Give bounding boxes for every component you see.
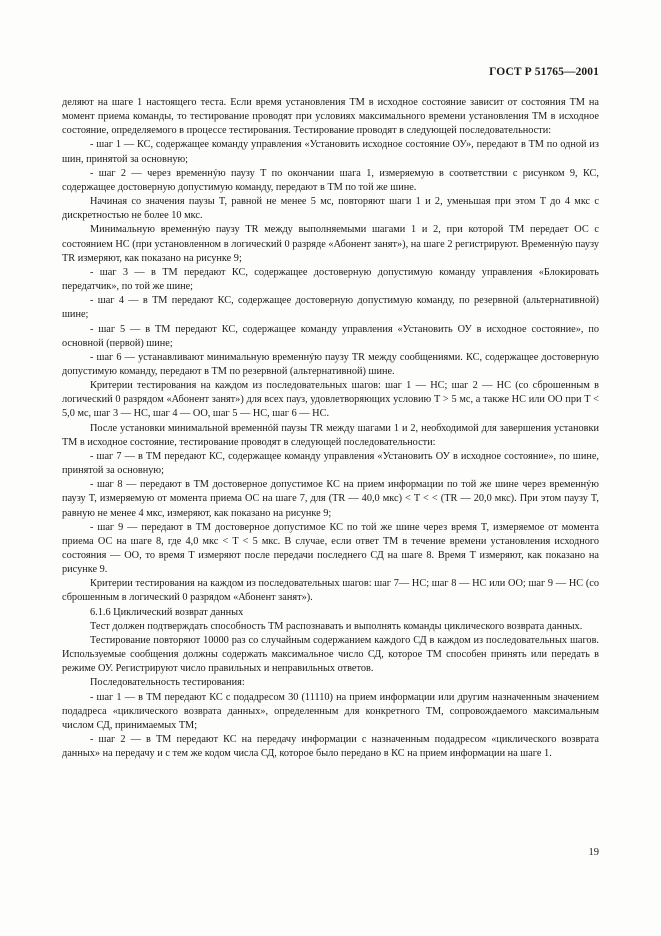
paragraph: деляют на шаге 1 настоящего теста. Если время установления ТМ в исходное состояние зависит от состояния ТМ на момент приема команды, то тестирование проводят при условиях максимального времени установления ТМ в исходное состояние, определяемого в процессе тестирования. Тестирование проводят в следующей последовательности: bbox=[62, 97, 599, 137]
body-text bbox=[62, 96, 599, 761]
paragraph: Минимальную временнýю паузу TR между выполняемыми шагами 1 и 2, при которой ТМ передает ОС с состоянием НС (при установленном в логический 0 разряде «Абонент занят»), на шаге 2 регистрируют. Временнýю паузу TR измеряют, как показано на рисунке 9; bbox=[62, 224, 599, 264]
paragraph: Критерии тестирования на каждом из последовательных шагов: шаг 1 — НС; шаг 2 — НС (со сброшенным в логический 0 разрядом «Абонент занят») для всех пауз, удовлетворяющих условию T > 5 мс, а также НС или ОО при T < 5,0 мс, шаг 3 — НС, шаг 4 — ОО, шаг 5 — НС, шаг 6 — НС. bbox=[62, 380, 599, 420]
paragraph: - шаг 4 — в ТМ передают КС, содержащее достоверную допустимую команду, по резервной (альтернативной) шине; bbox=[62, 295, 599, 321]
paragraph: - шаг 3 — в ТМ передают КС, содержащее достоверную допустимую команду управления «Блокировать передатчик», по той же шине; bbox=[62, 266, 599, 293]
paragraph: - шаг 1 — КС, содержащее команду управления «Установить исходное состояние ОУ», передают в ТМ по одной из шин, принятой за основную; bbox=[62, 139, 599, 165]
paragraph: - шаг 2 — через временнýю паузу T по окончании шага 1, измеряемую в соответствии с рисунком 9, КС, содержащее достоверную допустимую команду, передают в ТМ по той же шине. bbox=[62, 167, 599, 193]
paragraph: Тест должен подтверждать способность ТМ распознавать и выполнять команды циклического возврата данных. bbox=[90, 620, 583, 632]
paragraph: - шаг 6 — устанавливают минимальную временнýю паузу TR между сообщениями. КС, содержащее достоверную допустимую команду, передают в ТМ по резервной (альтернативной) шине. bbox=[62, 351, 599, 377]
paragraph: Последовательность тестирования: bbox=[90, 677, 245, 689]
paragraph: - шаг 1 — в ТМ передают КС с подадресом 30 (11110) на прием информации или другим назначенным значением подадреса «циклического возврата данных», определенным для конкретного ТМ, сопровождаемого максимальным числом СД, принимаемых ТМ; bbox=[62, 691, 599, 731]
paragraph: Начиная со значения паузы T, равной не менее 5 мс, повторяют шаги 1 и 2, уменьшая при этом T до 4 мкс с дискретностью не более 10 мкс. bbox=[62, 196, 599, 222]
paragraph: Тестирование повторяют 10000 раз со случайным содержанием каждого СД в каждом из последовательных шагов. Используемые сообщения должны содержать максимальное число СД, которое ТМ способен принять или передать в режиме ОУ. Регистрируют число правильных и неправильных ответов. bbox=[62, 634, 599, 675]
paragraph: После установки минимальной временнóй паузы TR между шагами 1 и 2, необходимой для завершения установки ТМ в исходное состояние, тестирование проводят в следующей последовательности: bbox=[62, 422, 599, 448]
paragraph: - шаг 5 — в ТМ передают КС, содержащее команду управления «Установить ОУ в исходное состояние», по основной (первой) шине; bbox=[62, 323, 599, 349]
section-heading: 6.1.6 Циклический возврат данных bbox=[90, 606, 244, 618]
paragraph: - шаг 9 — передают в ТМ достоверное допустимое КС по той же шине через время T, измеряемое от момента приема ОС на шаге 8, где 4,0 мкс < T < 5 мкс. В случае, если ответ ТМ в течение времени установления исходного состояния — ОО, то время T измеряют после передачи последнего СД на шаге 8. Время T измеряют, как показано на рисунке 9. bbox=[62, 521, 599, 576]
page-number: 19 bbox=[588, 847, 599, 858]
document-code-header: ГОСТ Р 51765—2001 bbox=[489, 66, 599, 78]
paragraph: - шаг 2 — в ТМ передают КС на передачу информации с назначенным подадресом «циклического возврата данных» на передачу и с тем же кодом числа СД, которое было передано в КС на прием информации на шаге 1. bbox=[62, 734, 599, 760]
paragraph: - шаг 8 — передают в ТМ достоверное допустимое КС на прием информации по той же шине через временнýю паузу T, измеряемую от момента приема ОС на шаге 7, для (TR — 40,0 мкс) < T < < (TR — 20,0 мкс). При этом паузу T, равную не менее 4 мкс, измеряют, как показано на рисунке 9; bbox=[62, 479, 599, 519]
paragraph: - шаг 7 — в ТМ передают КС, содержащее команду управления «Установить ОУ в исходное состояние», по шине, принятой за основную; bbox=[62, 450, 599, 477]
paragraph: Критерии тестирования на каждом из последовательных шагов: шаг 7— НС; шаг 8 — НС или ОО; шаг 9 — НС (со сброшенным в логический 0 разрядом «Абонент занят»). bbox=[62, 578, 599, 604]
